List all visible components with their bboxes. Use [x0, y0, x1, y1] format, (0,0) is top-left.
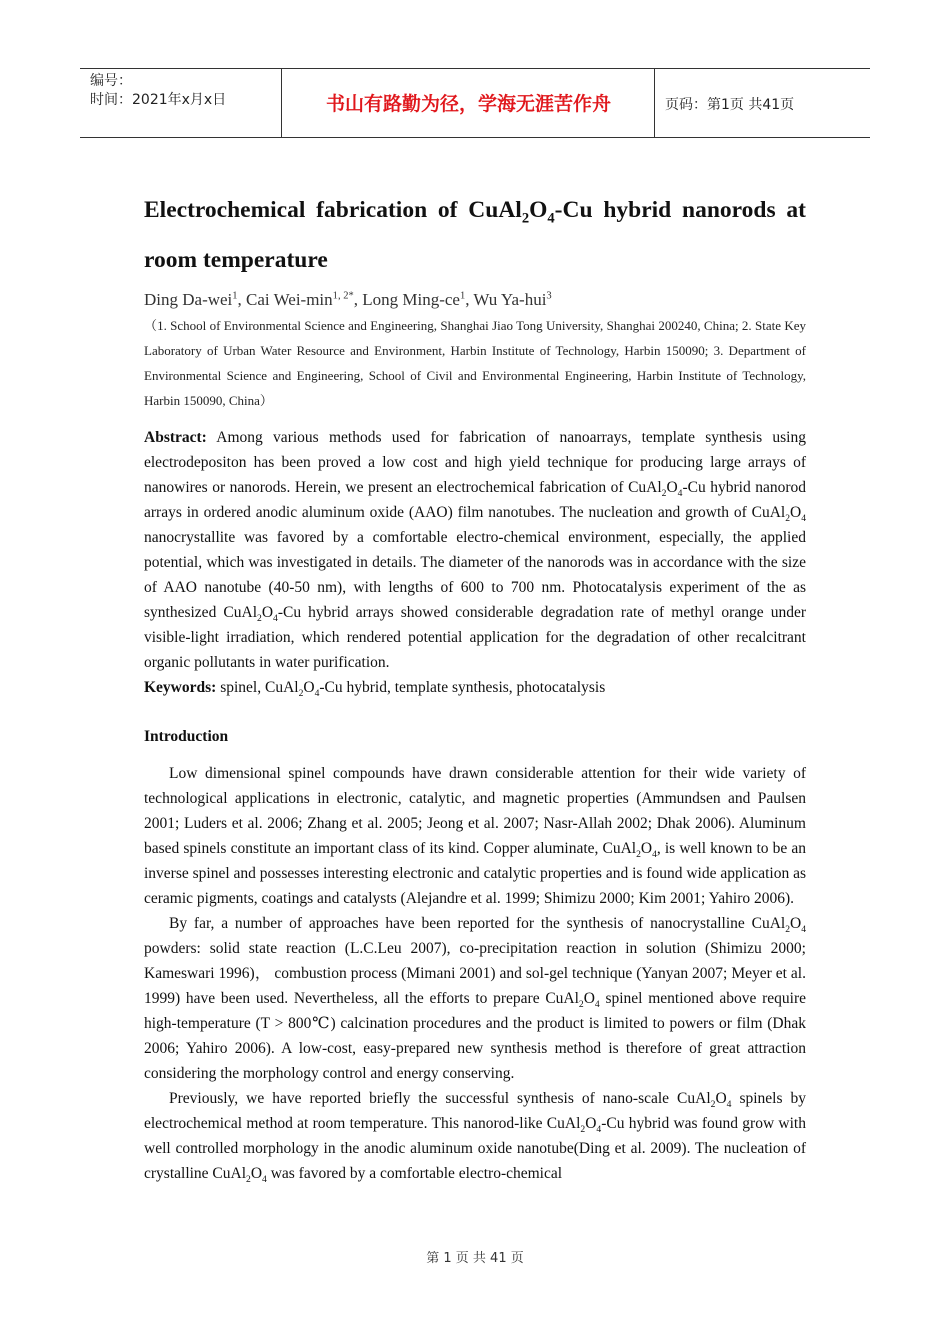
header-divider	[654, 69, 655, 137]
intro-paragraph-1: Low dimensional spinel compounds have drawn considerable attention for their wide variety of technological applications in electronic, catalytic, and magnetic properties (Ammundsen and Paulsen 2001; Luders et al. 2006; Zhang et al. 2005; Jeong et al. 2007; Nasr-Allah 2002; Dhak 2006). Aluminum based spinels constitute an important class of its kind. Copper aluminate, $CuAl_2O_4$, is well known to be an inverse spinel and possesses interesting electronic and catalytic properties and is found wide application as ceramic pigments, coatings and catalysts (Alejandre et al. 1999; Shimizu 2000; Kim 2001; Yahiro 2006).	[144, 765, 806, 907]
document-header	[80, 68, 870, 138]
keywords: Keywords: spinel, $CuAl_2O_4-Cu$ hybrid, template synthesis, photocatalysis	[144, 679, 606, 700]
time-label: 时间：2021年x月x日	[90, 92, 227, 108]
paper-title: Electrochemical fabrication of $CuAl_2O_4-Cu$ hybrid nanorods at room temperature	[144, 197, 806, 273]
paper-body	[144, 185, 806, 1186]
page-footer: 第 1 页 共 41 页	[426, 1251, 524, 1266]
header-motto: 书山有路勤为径，学海无涯苦作舟	[325, 93, 611, 115]
header-page-info: 页码：第1页 共41页	[665, 97, 795, 113]
intro-paragraph-3: Previously, we have reported briefly the successful synthesis of nano-scale $CuAl_2O_4$ spinels by electrochemical method at room temperature. This nanorod-like $CuAl_2O_4-Cu$ hybrid was found grow with well controlled morphology in the anodic aluminum oxide nanotube(Ding et al. 2009). The nucleation of crystalline $CuAl_2O_4$ was favored by a comfortable electro-chemical	[144, 1090, 806, 1186]
code-label: 编号：	[90, 73, 132, 89]
abstract: Abstract: Among various methods used for fabrication of nanoarrays, template synthesis using electrodepositon has been proved a low cost and high yield technique for producing large arrays of nanowires or nanorods. Herein, we present an electrochemical fabrication of $CuAl_2O_4-Cu$ hybrid nanorod arrays in ordered anodic aluminum oxide (AAO) film nanotubes. The nucleation and growth of $CuAl_2O_4$ nanocrystallite was favored by a comfortable electro-chemical environment, especially, the applied potential, which was investigated in details. The diameter of the nanorods was in accordance with the size of AAO nanotube (40-50 nm), with lengths of 600 to 700 nm. Photocatalysis experiment of the as synthesized $CuAl_2O_4-Cu$ hybrid arrays showed considerable degradation rate of methyl orange under visible-light irradiation, which rendered potential application for the degradation of other recalcitrant organic pollutants in water purification.	[144, 429, 806, 671]
affiliations: （1. School of Environmental Science and Engineering, Shanghai Jiao Tong University, Shanghai 200240, China; 2. State Key Laboratory of Urban Water Resource and Environment, Harbin Institute of Technology, Harbin 150090; 3. Department of Environmental Science and Engineering, School of Civil and Environmental Engineering, Harbin Institute of Technology, Harbin 150090, China）	[144, 318, 806, 408]
header-meta	[90, 72, 226, 110]
section-heading-introduction: Introduction	[144, 728, 229, 745]
author-list: Ding Da-wei$^1$, Cai Wei-$\min^{1, 2*}$, Long Ming-$ce^1$, Wu Ya-hui$^3$	[144, 290, 552, 309]
intro-paragraph-2: By far, a number of approaches have been reported for the synthesis of nanocrystalline $CuAl_2O_4$ powders: solid state reaction (L.C.Leu 2007), co-precipitation reaction in solution (Shimizu 2000; Kameswari 1996)， combustion process (Mimani 2001) and sol-gel technique (Yanyan 2007; Meyer et al. 1999) have been used. Nevertheless, all the efforts to prepare $CuAl_2O_4$ spinel mentioned above require high-temperature (T > 800℃) calcination procedures and the product is limited to powers or film (Dhak 2006; Yahiro 2006). A low-cost, easy-prepared new synthesis method is therefore of great attraction considering the morphology control and energy conserving.	[144, 915, 806, 1082]
